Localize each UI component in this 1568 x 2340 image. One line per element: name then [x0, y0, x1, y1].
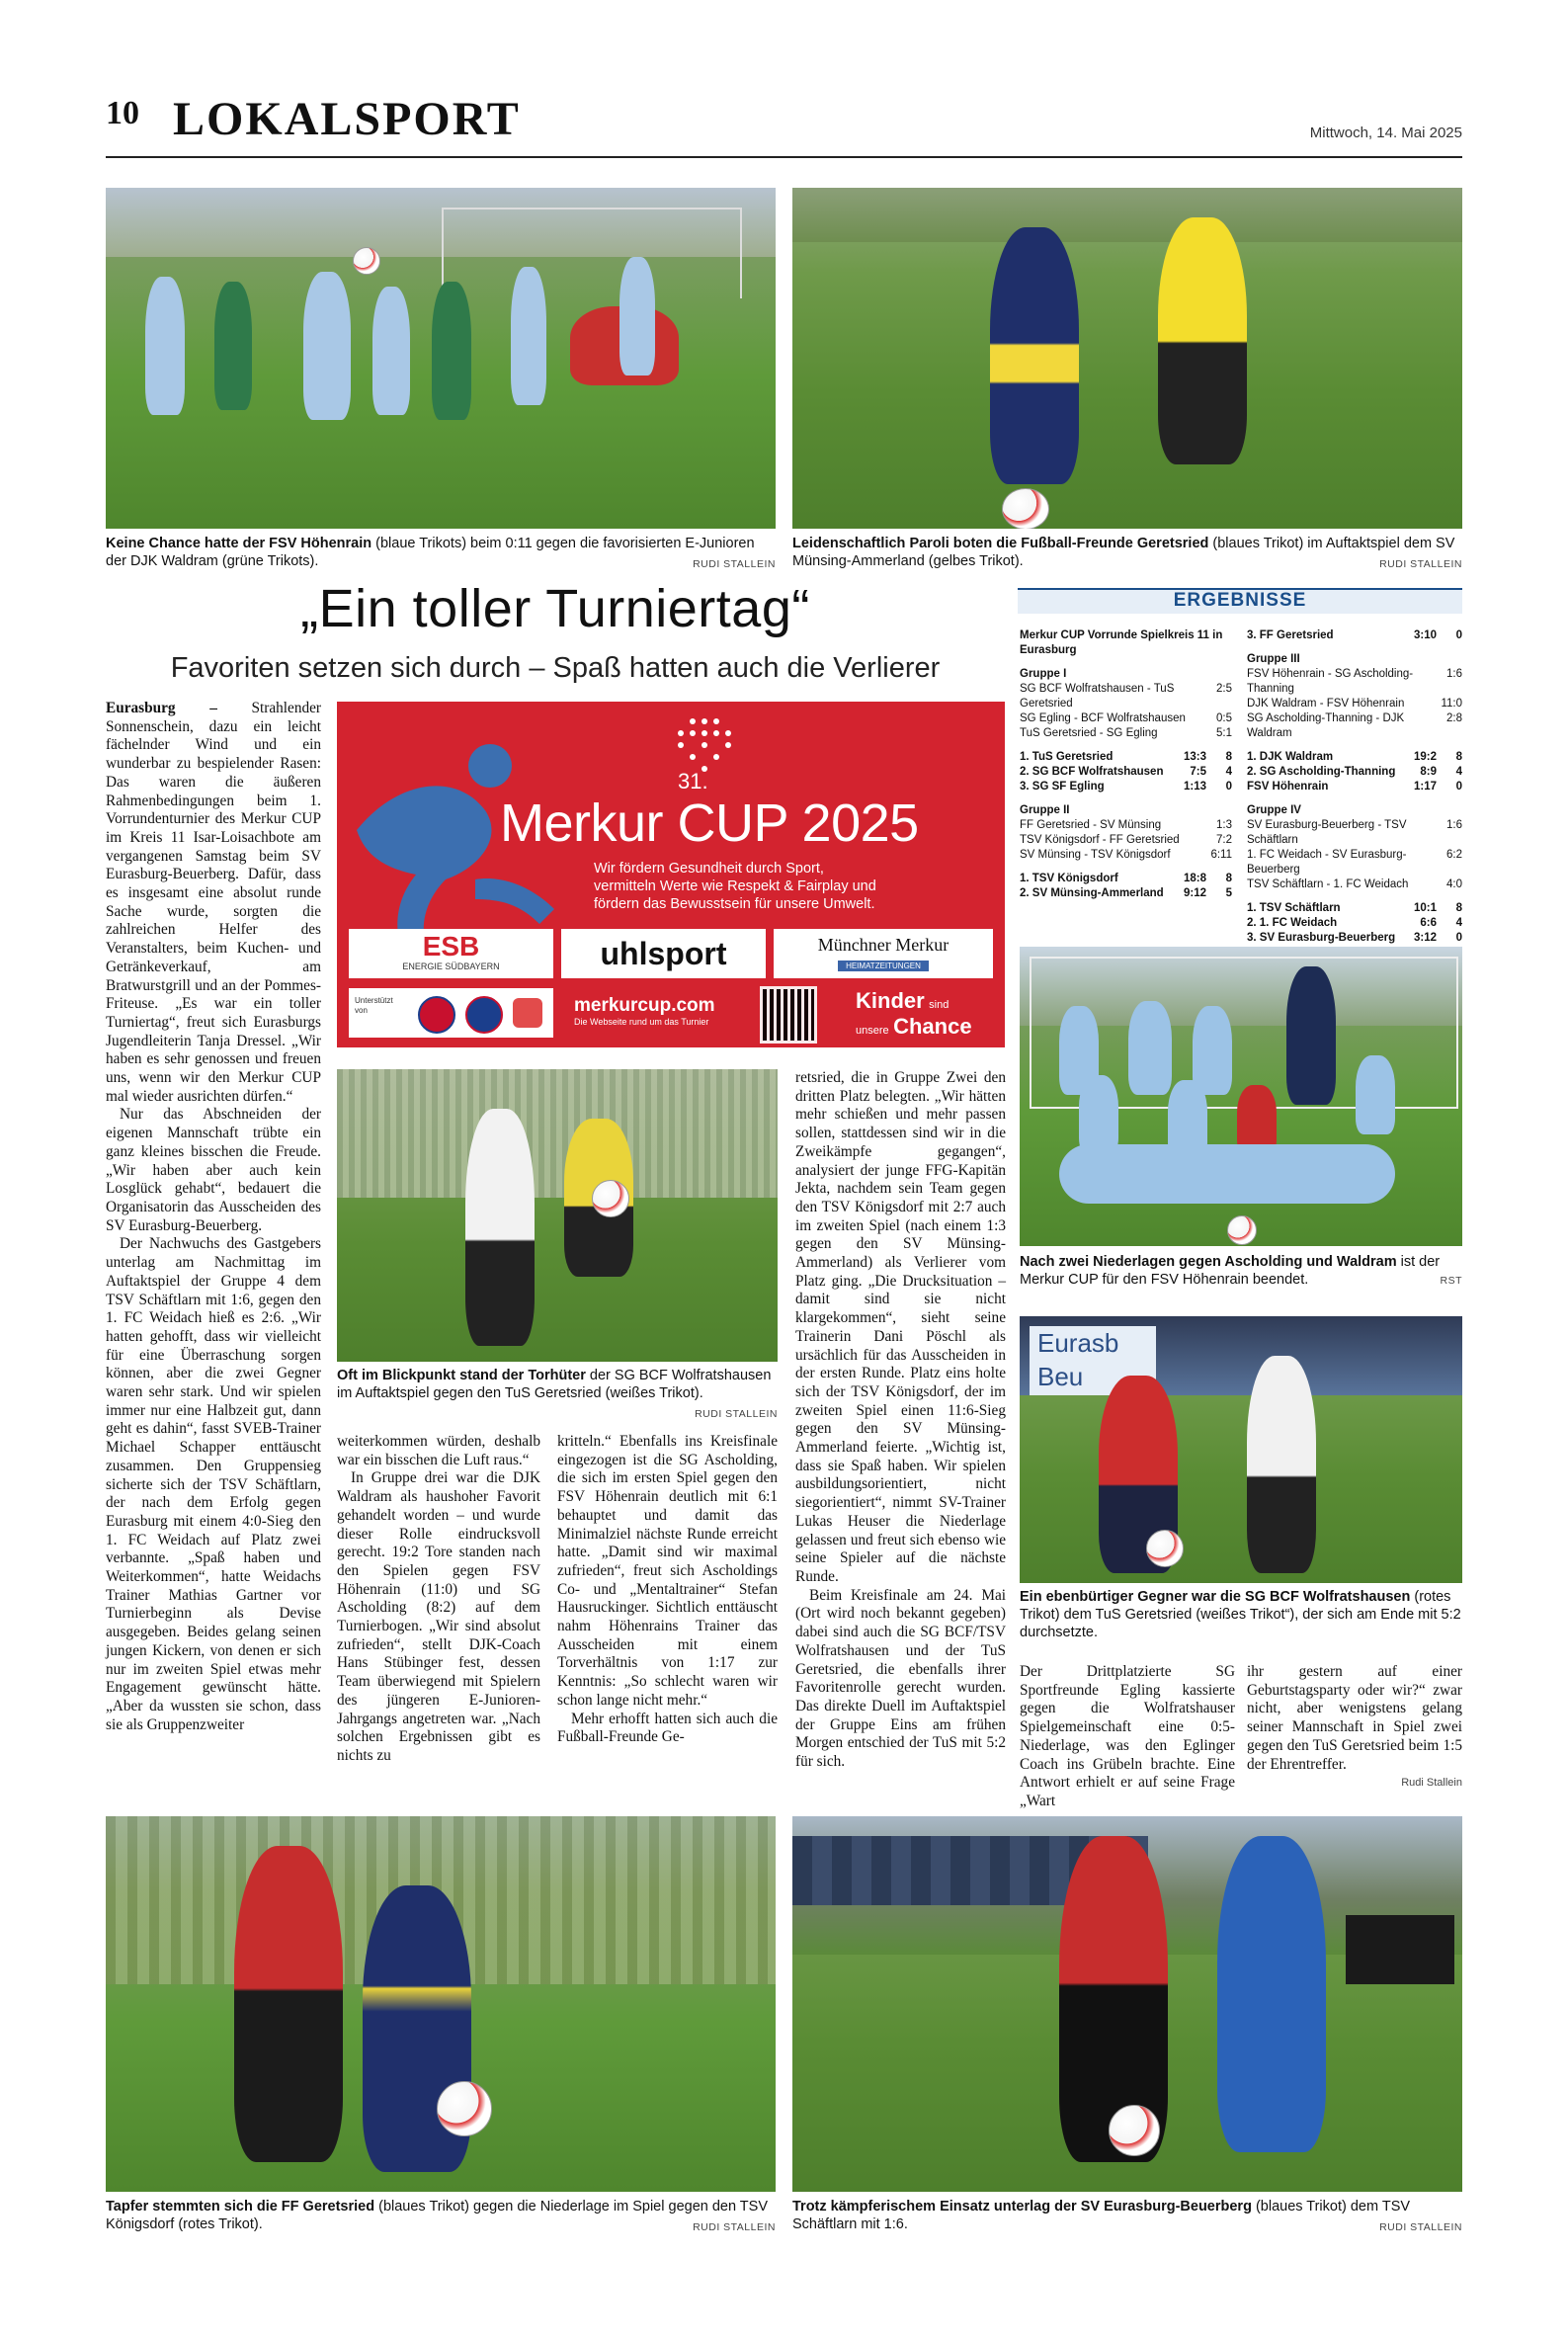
match-row	[1247, 697, 1462, 711]
spacer	[1247, 794, 1462, 803]
standings-row	[1247, 750, 1462, 765]
standings-values	[1177, 765, 1232, 780]
match-row	[1020, 711, 1232, 726]
standings-values	[1177, 750, 1232, 765]
goal-difference: 19:2	[1413, 751, 1437, 763]
points: 4	[1455, 917, 1462, 929]
points: 8	[1455, 902, 1462, 914]
standings-row	[1020, 765, 1232, 780]
sponsor-muenchner-merkur: Münchner Merkur HEIMATZEITUNGEN	[774, 929, 993, 978]
match-pairing: TSV Königsdorf - FF Geretsried	[1020, 834, 1180, 846]
goal-difference: 9:12	[1183, 887, 1206, 899]
standings-values	[1407, 916, 1462, 931]
points: 0	[1455, 781, 1462, 793]
team-name: 2. SG BCF Wolfratshausen	[1020, 766, 1164, 778]
match-score: 7:2	[1216, 834, 1232, 846]
caption-photo-4: Nach zwei Niederlagen gegen Ascholding und Waldram ist der Merkur CUP für den FSV Höhenrain beendet.	[1020, 1254, 1441, 1288]
match-score: 0:5	[1216, 712, 1232, 724]
standings-row	[1247, 916, 1462, 931]
ad-url: merkurcup.com Die Webseite rund um das Turnier	[574, 995, 715, 1027]
photo-goalkeeper	[337, 1069, 778, 1362]
standings-row	[1020, 872, 1232, 886]
team-name: 3. FF Geretsried	[1247, 629, 1334, 641]
standings-row	[1247, 931, 1462, 946]
ad-title: Merkur CUP 2025	[500, 794, 919, 853]
match-score: 1:6	[1446, 668, 1462, 680]
goal-difference: 6:6	[1420, 917, 1437, 929]
standings-row	[1247, 780, 1462, 794]
results-title: Merkur CUP Vorrunde Spielkreis 11 in Eurasburg	[1020, 629, 1223, 656]
spacer	[1020, 863, 1232, 872]
goal-difference: 1:17	[1413, 781, 1437, 793]
points: 0	[1225, 781, 1232, 793]
caption-photo-5: Ein ebenbürtiger Gegner war die SG BCF Wolfratshausen (rotes Trikot) dem TuS Geretsried (weißes Trikot“), der sich am Ende mit 5:2 durchsetzte.	[1020, 1589, 1461, 1640]
goal-difference: 10:1	[1413, 902, 1437, 914]
match-pairing: SV Münsing - TSV Königsdorf	[1020, 849, 1171, 861]
spacer	[1020, 794, 1232, 803]
photo-ff-geretsried-vs-koenigsdorf	[106, 1816, 776, 2192]
standings-values	[1407, 931, 1462, 946]
match-score: 2:5	[1216, 683, 1232, 695]
header-rule	[106, 156, 1462, 158]
match-row	[1020, 833, 1232, 848]
points: 0	[1455, 629, 1462, 641]
standings-row	[1247, 901, 1462, 916]
match-pairing: SV Eurasburg-Beuerberg - TSV Schäftlarn	[1247, 819, 1407, 846]
results-header: ERGEBNISSE	[1018, 588, 1462, 614]
credit-photo-3: RUDI STALLEIN	[695, 1408, 778, 1420]
match-row	[1247, 878, 1462, 892]
match-pairing: SG BCF Wolfratshausen - TuS Geretsried	[1020, 683, 1175, 710]
sponsor-esb: ESB ENERGIE SÜDBAYERN	[349, 929, 553, 978]
match-pairing: TSV Schäftlarn - 1. FC Weidach	[1247, 878, 1409, 890]
credit-photo-6: RUDI STALLEIN	[693, 2221, 776, 2233]
match-pairing: TuS Geretsried - SG Egling	[1020, 727, 1158, 739]
photo-wolfratshausen-vs-geretsried: Eurasb Beu	[1020, 1316, 1462, 1583]
photo-eurasburg-vs-schaeftlarn	[792, 1816, 1462, 2192]
standings-values	[1177, 886, 1232, 901]
caption-photo-3: Oft im Blickpunkt stand der Torhüter der SG BCF Wolfratshausen im Auftaktspiel gegen den TuS Geretsried (weißes Trikot).	[337, 1368, 772, 1401]
sponsor-uhlsport: uhlsport	[561, 929, 766, 978]
match-pairing: DJK Waldram - FSV Höhenrain	[1247, 698, 1405, 710]
standings-row	[1020, 750, 1232, 765]
standings-values	[1407, 628, 1462, 643]
match-score: 1:6	[1446, 819, 1462, 831]
team-name: 2. SG Ascholding-Thanning	[1247, 766, 1396, 778]
caption-photo-6: Tapfer stemmten sich die FF Geretsried (blaues Trikot) gegen die Niederlage im Spiel gegen den TSV Königsdorf (rotes Trikot).	[106, 2199, 769, 2232]
goal-difference: 7:5	[1190, 766, 1206, 778]
standings-values	[1407, 765, 1462, 780]
match-pairing: SG Ascholding-Thanning - DJK Waldram	[1247, 712, 1405, 739]
match-row	[1020, 726, 1232, 741]
credit-photo-7: RUDI STALLEIN	[1379, 2221, 1462, 2233]
match-score: 6:2	[1446, 849, 1462, 861]
credit-photo-1: RUDI STALLEIN	[693, 558, 776, 570]
spacer	[1020, 658, 1232, 667]
article-author: Rudi Stallein	[1401, 1777, 1462, 1789]
goal-difference: 1:13	[1183, 781, 1206, 793]
article-subheadline: Favoriten setzen sich durch – Spaß hatten auch die Verlierer	[170, 652, 941, 684]
ad-kinder-chance: Kinder sind unsere Chance	[856, 988, 972, 1039]
team-name: 3. SV Eurasburg-Beuerberg	[1247, 932, 1396, 944]
match-score: 11:0	[1441, 698, 1462, 710]
article-column-4: retsried, die in Gruppe Zwei den dritten Platz belegten. „Wir hätten mehr schießen und mehr passen sollen, stattdessen sind wir in die Zweikämpfe gegangen“, analysiert der junge FFG-Kapitän Jekta, nachdem sein Team gegen den TSV Königsdorf mit 2:7 auch im zweiten Spiel (nach einem 1:3 gegen den SV Münsing-Ammerland) als Verlierer vom Platz ging. „Die Drucksituation – damit sind sie nicht klargekommen“, sieht seine Trainerin Dani Pöschl als ursächlich für das Ausscheiden in der ersten Runde. Platz eins holte sich der TSV Königsdorf, der im zweiten Spiel einen 11:6-Sieg gegen den SV Münsing-Ammerland feierte. „Wichtig ist, dass sie Spaß haben. Wir spielen ausbildungsorientiert, nicht siegorientiert“, nimmt SV-Trainer Lukas Heuser die Niederlage gelassen und freut sich ebenso wie seine Spieler auf die nächste Runde. Beim Kreisfinale am 24. Mai (Ort wird noch bekannt gegeben) dabei sind auch die SG BCF/TSV Wolfratshausen und der TuS Geretsried, die ebenfalls ihrer Favoritenrolle gerecht wurden. Das direkte Duell im Auftaktspiel der Gruppe Eins am frühen Morgen entschied der TuS mit 5:2 für sich.	[795, 1069, 1006, 1771]
standings-row	[1247, 628, 1462, 643]
article-headline: „Ein toller Turniertag“	[300, 579, 810, 638]
match-score: 6:11	[1210, 849, 1232, 861]
match-pairing: 1. FC Weidach - SV Eurasburg-Beuerberg	[1247, 849, 1407, 876]
standings-values	[1177, 872, 1232, 886]
points: 0	[1455, 932, 1462, 944]
standings-row	[1020, 886, 1232, 901]
issue-date: Mittwoch, 14. Mai 2025	[1309, 125, 1462, 141]
article-column-2: weiterkommen würden, deshalb war ein bisschen die Luft raus.“ In Gruppe drei war die DJK Waldram als haushoher Favorit gehandelt worden – und wurde dieser Rolle eindrucksvoll gerecht. 19:2 Tore standen nach den Spielen gegen FSV Höhenrain (11:0) und SG Ascholding (8:2) auf dem Turnierbogen. „Wir sind absolut zufrieden“, stellt DJK-Coach Hans Stübinger fest, dessen Team überwiegend mit Spielern des jüngeren E-Junioren-Jahrgangs angetreten war. „Nach solchen Ergebnissen gibt es nichts zu	[337, 1433, 540, 1764]
photo-hoehenrain-team	[1020, 947, 1462, 1246]
match-score: 1:3	[1216, 819, 1232, 831]
team-name: 3. SG SF Egling	[1020, 781, 1105, 793]
match-row	[1020, 682, 1232, 711]
points: 4	[1455, 766, 1462, 778]
credit-photo-4: RST	[1440, 1275, 1462, 1287]
results-right-column	[1247, 628, 1462, 946]
group-name: Gruppe I	[1020, 668, 1067, 680]
match-row	[1247, 711, 1462, 741]
match-pairing: SG Egling - BCF Wolfratshausen	[1020, 712, 1186, 724]
standings-values	[1407, 750, 1462, 765]
article-column-1: Eurasburg – Strahlender Sonnenschein, dazu ein leicht fächelnder Wind und ein wunderbar zu bespielender Rasen: Das waren die äußeren Rahmenbedingungen beim 1. Vorrundenturnier des Merkur CUP im Kreis 11 Isar-Loisachbote am vergangenen Samstag beim SV Eurasburg-Beuerberg. Dafür, dass es insgesamt eine absolut runde Sache wurde, sorgten die zahlreichen Helfer des Veranstalters, beim Kuchen- und Getränkeverkauf, am Bratwurstgrill und an der Pommes-Friteuse. „Es war ein toller Turniertag“, freut sich Eurasburgs Jugendleiterin Tanja Dressel. „Wir haben es sehr genossen und freuen uns, wenn wir den Merkur CUP mal wieder ausrichten dürfen.“ Nur das Abschneiden der eigenen Mannschaft trübte ein ganz kleines bisschen die Freude. „Wir haben aber auch kein Losglück gehabt“, bedauert die Organisatorin das Ausscheiden des SV Eurasburg-Beuerberg. Der Nachwuchs des Gastgebers unterlag am Nachmittag im Auftaktspiel der Gruppe 4 dem TSV Schäftlarn mit 1:6, gegen den 1. FC Weidach hieß es 2:6. „Wir hatten gehofft, dass wir vielleicht für eine Überraschung sorgen können, aber die zwei Gegner waren sehr stark. Und wir spielen immer nur eine Halbzeit gut, dann geht es dahin“, fasst SVEB-Trainer Michael Schapper enttäuscht zusammen. Den Gruppensieg sicherte sich der TSV Schäftlarn, der nach dem Erfolg gegen Eurasburg mit einem 4:0-Sieg den 1. FC Weidach auf Platz zwei verbannte. „Spaß haben und Weiterkommen“, hatte Weidachs Trainer Mathias Gartner vor Turnierbeginn als Devise ausgegeben. Beides gelang seinen jungen Kickern, von denen er sich nur im zweiten Spiel etwas mehr Engagement gewünscht hätte. „Aber da wussten sie schon, dass sie als Gruppenzweiter	[106, 700, 321, 1733]
goal-difference: 18:8	[1183, 873, 1206, 884]
match-score: 2:8	[1446, 712, 1462, 724]
team-name: 2. SV Münsing-Ammerland	[1020, 887, 1164, 899]
standings-values	[1177, 780, 1232, 794]
points: 8	[1455, 751, 1462, 763]
club-crest-icon	[513, 998, 542, 1028]
goal-difference: 3:10	[1413, 629, 1437, 641]
match-row	[1247, 818, 1462, 848]
standings-row	[1020, 780, 1232, 794]
page-number: 10	[106, 95, 139, 131]
section-title: LOKALSPORT	[173, 93, 521, 145]
photo-hoehenrain-vs-waldram	[106, 188, 776, 529]
caption-photo-1: Keine Chance hatte der FSV Höhenrain (blaue Trikots) beim 0:11 gegen die favorisierten E-Junioren der DJK Waldram (grüne Trikots).	[106, 536, 755, 569]
caption-photo-2: Leidenschaftlich Paroli boten die Fußball-Freunde Geretsried (blaues Trikot) im Auftaktspiel dem SV Münsing-Ammerland (gelbes Trikot).	[792, 536, 1455, 569]
merkur-cup-ad	[337, 702, 1005, 1047]
spacer	[1247, 643, 1462, 652]
match-pairing: FSV Höhenrain - SG Ascholding-Thanning	[1247, 668, 1414, 695]
ad-edition: 31.	[678, 769, 708, 794]
match-row	[1020, 848, 1232, 863]
group-name: Gruppe III	[1247, 653, 1300, 665]
team-name: 1. DJK Waldram	[1247, 751, 1334, 763]
points: 4	[1225, 766, 1232, 778]
match-row	[1247, 848, 1462, 878]
article-column-3: kritteln.“ Ebenfalls ins Kreisfinale eingezogen ist die SG Ascholding, die sich im ersten Spiel gegen den FSV Höhenrain deutlich mit 6:1 behauptet und damit das Minimalziel nächste Runde erreicht hatte. „Damit sind wir maximal zufrieden“, freut sich Ascholdings Co- und „Mentaltrainer“ Stefan Hausruckinger. Sichtlich enttäuscht nahm Höhenrains Trainer das Ausscheiden mit einem Torverhältnis von 1:17 zur Kenntnis: „So schlecht waren wir schon lange nicht mehr.“ Mehr erhofft hatten sich auch die Fußball-Freunde Ge-	[557, 1433, 778, 1746]
article-column-6: ihr gestern auf einer Geburtstagsparty oder wir?“ zwar nicht, aber wenigstens gelang seiner Mannschaft in Spiel zwei gegen den TuS Geretsried beim 1:5 der Ehrentreffer.	[1247, 1663, 1462, 1773]
team-name: 1. TuS Geretsried	[1020, 751, 1114, 763]
match-pairing: FF Geretsried - SV Münsing	[1020, 819, 1162, 831]
match-score: 5:1	[1216, 727, 1232, 739]
group-name: Gruppe II	[1020, 804, 1070, 816]
team-name: 1. TSV Königsdorf	[1020, 873, 1118, 884]
photo-geretsried-vs-muensing	[792, 188, 1462, 529]
supporters-box: Unterstützt von	[349, 988, 553, 1038]
club-crest-icon	[418, 996, 455, 1034]
goal-difference: 8:9	[1420, 766, 1437, 778]
standings-values	[1407, 780, 1462, 794]
match-score: 4:0	[1446, 878, 1462, 890]
results-left-column	[1020, 628, 1232, 901]
match-row	[1247, 667, 1462, 697]
qr-code-icon	[760, 986, 817, 1044]
ad-claim: Wir fördern Gesundheit durch Sport, vermitteln Werte wie Respekt & Fairplay und fördern das Bewusstsein für unsere Umwelt.	[594, 861, 876, 912]
dateline: Eurasburg –	[106, 700, 217, 716]
team-name: FSV Höhenrain	[1247, 781, 1329, 793]
group-name: Gruppe IV	[1247, 804, 1301, 816]
standings-values	[1407, 901, 1462, 916]
credit-photo-2: RUDI STALLEIN	[1379, 558, 1462, 570]
team-name: 1. TSV Schäftlarn	[1247, 902, 1341, 914]
goal-difference: 3:12	[1413, 932, 1437, 944]
club-crest-icon	[465, 996, 503, 1034]
points: 8	[1225, 751, 1232, 763]
caption-photo-7: Trotz kämpferischem Einsatz unterlag der SV Eurasburg-Beuerberg (blaues Trikot) dem TSV Schäftlarn mit 1:6.	[792, 2199, 1411, 2232]
goal-difference: 13:3	[1183, 751, 1206, 763]
spacer	[1247, 741, 1462, 750]
spacer	[1020, 741, 1232, 750]
team-name: 2. 1. FC Weidach	[1247, 917, 1338, 929]
article-column-5: Der Drittplatzierte SG Sportfreunde Egling kassierte gegen die Wolfratshauser Spielgemeinschaft eine 0:5-Niederlage, was den Eglinger Coach ins Grübeln brachte. Eine Antwort erhielt er auf seine Frage „Wart	[1020, 1663, 1235, 1809]
points: 8	[1225, 873, 1232, 884]
match-row	[1020, 818, 1232, 833]
points: 5	[1225, 887, 1232, 899]
spacer	[1247, 892, 1462, 901]
standings-row	[1247, 765, 1462, 780]
